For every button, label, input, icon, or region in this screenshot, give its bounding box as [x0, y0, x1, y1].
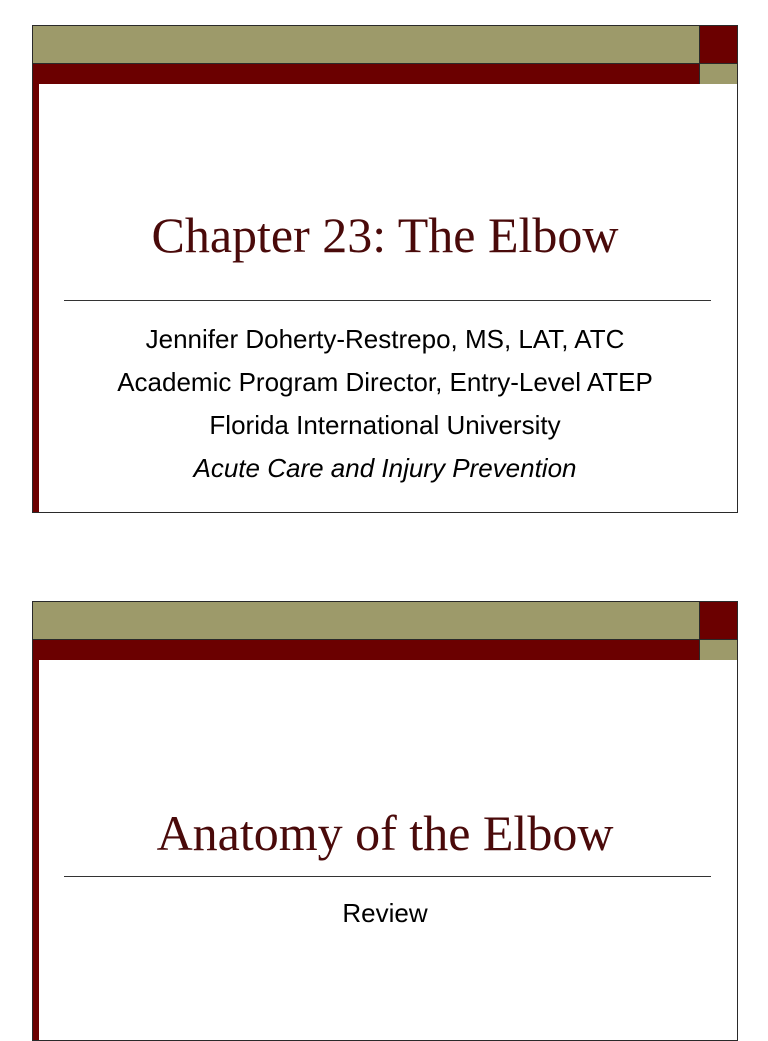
slide-anatomy — [32, 601, 738, 1041]
author-position: Academic Program Director, Entry-Level ATEP — [117, 367, 653, 397]
title-divider — [64, 300, 711, 301]
corner-block-maroon — [699, 26, 738, 64]
slide-subtitle — [33, 892, 737, 935]
corner-block-olive — [699, 640, 738, 660]
header-band-olive — [33, 26, 699, 64]
corner-block-olive — [699, 64, 738, 84]
header-band-maroon — [33, 64, 699, 84]
author-name: Jennifer Doherty-Restrepo, MS, LAT, ATC — [145, 324, 625, 354]
slide-title: Chapter 23: The Elbow — [151, 207, 619, 263]
header-band-olive — [33, 602, 699, 640]
slide-subtitle — [33, 318, 737, 490]
header-band-maroon — [33, 640, 699, 660]
institution: Florida International University — [209, 410, 561, 440]
corner-block-maroon — [699, 602, 738, 640]
slide-title: Anatomy of the Elbow — [156, 805, 614, 861]
slide-chapter-23 — [32, 25, 738, 513]
title-divider — [64, 876, 711, 877]
subtitle-review: Review — [342, 898, 428, 928]
course-name: Acute Care and Injury Prevention — [193, 453, 577, 483]
